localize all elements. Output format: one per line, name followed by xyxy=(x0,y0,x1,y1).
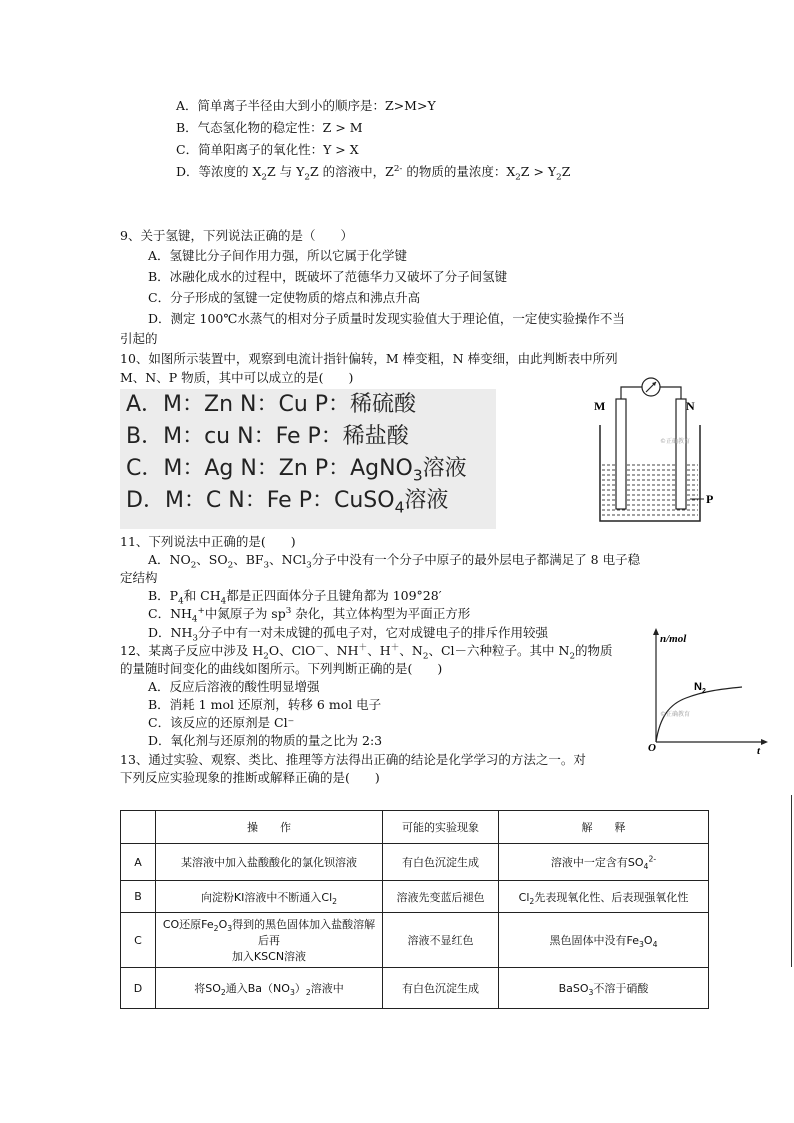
curve-label: $N_2$ xyxy=(694,681,706,695)
q10-stem: 10、如图所示装置中，观察到电流计指针偏转，M 棒变粗，N 棒变细，由此判断表中所列 xyxy=(120,351,618,366)
electrolysis-apparatus-figure xyxy=(590,375,730,525)
q9-option-c: C．分子形成的氢键一定使物质的熔点和沸点升高 xyxy=(148,290,421,305)
row-key: B xyxy=(121,881,156,913)
row-explanation: $Cl_2$先表现氧化性、后表现强氧化性 xyxy=(499,881,709,913)
table-row xyxy=(121,968,709,1009)
table-header-row xyxy=(121,811,709,844)
q10-stem-cont: M、N、P 物质，其中可以成立的是( ) xyxy=(120,370,354,385)
row-key: A xyxy=(121,844,156,881)
header-explanation: 解 释 xyxy=(499,811,709,844)
header-operation: 操 作 xyxy=(156,811,383,844)
q9-option-b: B．冰融化成水的过程中，既破坏了范德华力又破坏了分子间氢键 xyxy=(148,269,508,284)
q12-option-a: A．反应后溶液的酸性明显增强 xyxy=(148,679,320,694)
row-key: C xyxy=(121,913,156,968)
q10-option-b: B．M：cu N：Fe P：稀盐酸 xyxy=(126,424,409,449)
q11-option-b: B．$P_4$和 $CH_4$都是正四面体分子且键角都为 109°28′ xyxy=(148,588,442,607)
row-phenomenon: 溶液先变蓝后褪色 xyxy=(383,881,499,913)
row-explanation: 溶液中一定含有$SO_4^{2-}$ xyxy=(499,844,709,881)
q13-stem: 13、通过实验、观察、类比、推理等方法得出正确的结论是化学学习的方法之一。对 xyxy=(120,752,586,767)
q8-option-a: A．简单离子半径由大到小的顺序是：Z>M>Y xyxy=(176,98,436,113)
q9-option-a: A．氢键比分子间作用力强，所以它属于化学键 xyxy=(148,248,408,263)
n2-amount-time-graph xyxy=(646,624,772,756)
q12-stem-cont: 的量随时间变化的曲线如图所示。下列判断正确的是( ) xyxy=(120,661,443,676)
q8-option-b: B．气态氢化物的稳定性：Z > M xyxy=(176,120,363,135)
q9-stem: 9、关于氢键，下列说法正确的是（ ） xyxy=(120,228,353,243)
q12-option-c: C．该反应的还原剂是 Cl⁻ xyxy=(148,715,295,730)
q10-option-d: D．M：C N：Fe P：CuSO$_4$溶液 xyxy=(126,488,449,517)
header-phenomenon: 可能的实验现象 xyxy=(383,811,499,844)
wire xyxy=(621,387,642,399)
row-phenomenon: 溶液不显红色 xyxy=(383,913,499,968)
header-blank xyxy=(121,811,156,844)
q8-option-d: D．等浓度的 $X_2Z$ 与 $Y_2Z$ 的溶液中，$Z^{2-}$ 的物质的量浓度：$X_2Z > Y_2Z$ xyxy=(176,163,571,183)
q11-option-d: D．$NH_3$分子中有一对未成键的孤电子对，它对成键电子的排斥作用较强 xyxy=(148,625,548,644)
q8-option-c: C．简单阳离子的氧化性：Y > X xyxy=(176,142,359,157)
label-p: P xyxy=(706,492,714,506)
table-row xyxy=(121,881,709,913)
row-operation: 将$SO_2$通入$Ba(NO_3)_2$溶液中 xyxy=(156,968,383,1009)
row-explanation: BaSO$_3$不溶于硝酸 xyxy=(499,968,709,1009)
page-edge-line xyxy=(791,795,792,967)
q11-option-c: C．$NH_4^+$中氮原子为 $sp^3$ 杂化，其立体构型为平面正方形 xyxy=(148,605,471,625)
q9-option-d-cont: 引起的 xyxy=(120,331,158,346)
label-m: M xyxy=(594,399,606,413)
row-explanation: 黑色固体中没有$Fe_3O_4$ xyxy=(499,913,709,968)
q10-option-a: A．M：Zn N：Cu P：稀硫酸 xyxy=(126,392,417,417)
q12-option-d: D．氧化剂与还原剂的物质的量之比为 2:3 xyxy=(148,733,383,748)
y-axis-label: n/mol xyxy=(660,633,687,645)
row-phenomenon: 有白色沉淀生成 xyxy=(383,844,499,881)
table-row xyxy=(121,844,709,881)
row-phenomenon: 有白色沉淀生成 xyxy=(383,968,499,1009)
row-key: D xyxy=(121,968,156,1009)
x-axis-label: t xyxy=(757,745,761,756)
q10-option-c: C．M：Ag N：Zn P：AgNO$_3$溶液 xyxy=(126,456,467,485)
q9-option-d: D．测定 100℃水蒸气的相对分子质量时发现实验值大于理论值，一定使实验操作不当 xyxy=(148,311,625,326)
row-operation: CO还原$Fe_2O_3$得到的黑色固体加入盐酸溶解后再 加入KSCN溶液 xyxy=(156,913,383,968)
label-n: N xyxy=(686,399,695,413)
wire-right xyxy=(660,387,681,399)
q12-stem: 12、某离子反应中涉及 $H_2O$、ClO－、NH＋、H＋、$N_2$、Cl－六种粒子。其中 $N_2$的物质 xyxy=(120,642,613,662)
row-operation: 向淀粉KI溶液中不断通入$Cl_2$ xyxy=(156,881,383,913)
q13-stem-cont: 下列反应实验现象的推断或解释正确的是( ) xyxy=(120,770,380,785)
watermark: ©正确教育 xyxy=(660,711,691,718)
q11-stem: 11、下列说法中正确的是( ) xyxy=(120,534,296,549)
row-operation: 某溶液中加入盐酸酸化的氯化钡溶液 xyxy=(156,844,383,881)
q11-option-a-cont: 定结构 xyxy=(120,570,158,585)
electrode-n xyxy=(676,399,686,509)
table-row xyxy=(121,913,709,968)
q12-option-b: B．消耗 1 mol 还原剂，转移 6 mol 电子 xyxy=(148,697,382,712)
q11-option-a: A．$NO_2$、$SO_2$、$BF_3$、NCl$_3$分子中没有一个分子中原子的最外层电子都满足了 8 电子稳 xyxy=(148,552,641,571)
electrode-m xyxy=(616,399,626,509)
origin-label: O xyxy=(648,742,656,754)
watermark: ©正确教育 xyxy=(660,438,691,445)
q13-table xyxy=(120,810,709,1009)
